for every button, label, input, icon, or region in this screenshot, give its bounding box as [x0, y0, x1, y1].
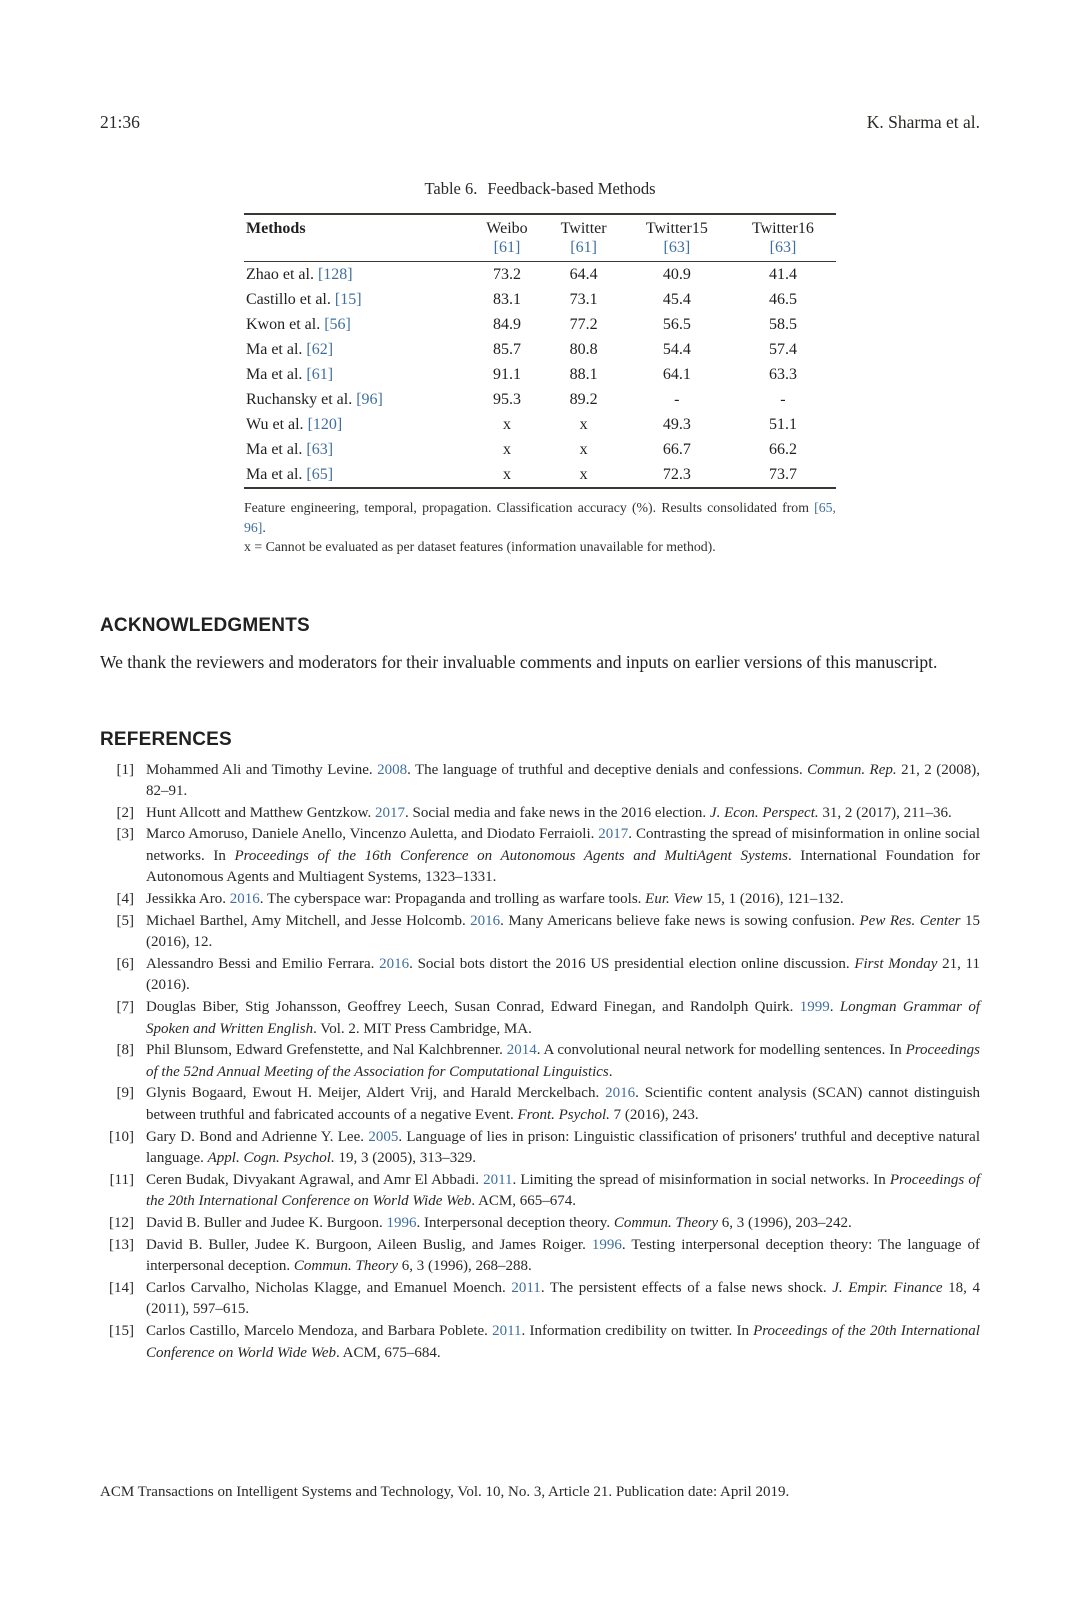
text-run: . A convolutional neural network for modelling sentences. In — [536, 1042, 906, 1059]
method-cell: Ma et al. [63] — [246, 440, 334, 458]
venue-italic: Proceedings of the 16th Conference on Autonomous Agents and MultiAgent Systems — [234, 847, 788, 864]
reference-text — [146, 1170, 980, 1213]
text-run: . Limiting the spread of misinformation in social networks. In — [512, 1171, 890, 1188]
text-run: David B. Buller and Judee K. Burgoon. — [146, 1214, 387, 1231]
value-cell: 91.1 — [492, 365, 521, 383]
reference-text — [146, 824, 980, 889]
year-link[interactable]: 1999 — [799, 999, 830, 1016]
venue-italic: Commun. Rep. — [807, 761, 897, 778]
table-row — [244, 462, 836, 488]
reference-item — [100, 1213, 980, 1235]
text-run: . — [829, 999, 840, 1016]
reference-number: [1] — [116, 761, 134, 778]
text-run: . Social bots distort the 2016 US presidential election online discussion. — [409, 955, 855, 972]
acknowledgments-heading: ACKNOWLEDGMENTS — [100, 614, 310, 636]
text-run: Gary D. Bond and Adrienne Y. Lee. — [146, 1128, 369, 1145]
column-citation-link[interactable]: [63] — [769, 239, 797, 256]
acknowledgments-body: We thank the reviewers and moderators for their invaluable comments and inputs on earlier versions of this manuscript. — [100, 651, 938, 672]
citation-link[interactable]: [65, 96] — [244, 500, 836, 535]
value-cell: 66.2 — [768, 440, 797, 458]
reference-item — [100, 997, 980, 1040]
text-run: 21, 2 (2008), 82–91. — [146, 761, 981, 800]
page-number: 21:36 — [100, 112, 140, 132]
method-citation-link[interactable]: [15] — [334, 290, 362, 308]
value-cell: 85.7 — [492, 340, 521, 358]
text-run: . ACM, 675–684. — [335, 1344, 441, 1361]
references-heading: REFERENCES — [100, 728, 232, 750]
value-cell: 54.4 — [662, 340, 691, 358]
column-name: Twitter15 — [645, 220, 708, 237]
year-link[interactable]: 2017 — [374, 804, 405, 821]
value-cell: - — [780, 390, 786, 408]
reference-number: [3] — [116, 826, 134, 843]
text-run: Feature engineering, temporal, propagation. Classification accuracy (%). Results consolidated from — [244, 500, 815, 515]
text-run: . The persistent effects of a false news shock. — [540, 1279, 833, 1296]
text-run: . Vol. 2. MIT Press Cambridge, MA. — [313, 1020, 532, 1037]
value-cell: - — [674, 390, 680, 408]
reference-text — [146, 954, 980, 997]
reference-item — [100, 1170, 980, 1213]
value-cell: 80.8 — [569, 340, 598, 358]
table-row — [244, 287, 836, 312]
year-link[interactable]: 2016 — [379, 955, 410, 972]
table-header-row — [244, 214, 836, 262]
reference-item — [100, 803, 980, 825]
text-run: Marco Amoruso, Daniele Anello, Vincenzo Auletta, and Diodato Ferraioli. — [146, 826, 599, 843]
value-cell: 64.4 — [569, 265, 598, 283]
text-run: 31, 2 (2017), 211–36. — [818, 804, 952, 821]
year-link[interactable]: 2017 — [598, 826, 629, 843]
reference-text — [146, 1127, 980, 1170]
text-run: Michael Barthel, Amy Mitchell, and Jesse Holcomb. — [146, 912, 471, 929]
text-run: 6, 3 (1996), 268–288. — [398, 1258, 532, 1275]
value-cell: 73.7 — [768, 465, 797, 483]
reference-text — [146, 803, 980, 825]
table-row — [244, 312, 836, 337]
method-citation-link[interactable]: [63] — [306, 440, 334, 458]
year-link[interactable]: 2011 — [511, 1279, 541, 1296]
table-row — [244, 362, 836, 387]
reference-number: [12] — [109, 1214, 134, 1231]
value-cell: 72.3 — [662, 465, 691, 483]
venue-italic: Proceedings of the 20th International Conference on World Wide Web — [146, 1171, 981, 1210]
venue-italic: Commun. Theory — [613, 1214, 718, 1231]
table-row — [244, 262, 836, 288]
venue-italic: Eur. View — [645, 891, 703, 908]
venue-italic: Pew Res. Center — [859, 912, 961, 929]
value-cell: 66.7 — [662, 440, 691, 458]
text-run: . Information credibility on twitter. In — [521, 1322, 754, 1339]
reference-text — [146, 911, 980, 954]
text-run: Phil Blunsom, Edward Grefenstette, and Nal Kalchbrenner. — [146, 1042, 507, 1059]
column-header-methods — [244, 214, 470, 262]
text-run: Carlos Carvalho, Nicholas Klagge, and Emanuel Moench. — [146, 1279, 512, 1296]
reference-text — [146, 1321, 980, 1364]
value-cell: 45.4 — [662, 290, 691, 308]
value-cell: 88.1 — [569, 365, 598, 383]
reference-item — [100, 760, 980, 803]
running-author: K. Sharma et al. — [866, 112, 980, 132]
value-cell: x — [502, 465, 511, 483]
column-name: Twitter16 — [751, 220, 814, 237]
method-cell: Castillo et al. [15] — [246, 290, 362, 308]
method-citation-link[interactable]: [96] — [356, 390, 383, 408]
text-run: Douglas Biber, Stig Johansson, Geoffrey Leech, Susan Conrad, Edward Finegan, and Randolph Quirk. — [146, 999, 800, 1016]
method-cell: Ma et al. [62] — [246, 340, 334, 358]
value-cell: 41.4 — [768, 265, 797, 283]
text-run: Hunt Allcott and Matthew Gentzkow. — [146, 804, 375, 821]
reference-item — [100, 889, 980, 911]
text-run: . International Foundation for Autonomous Agents and Multiagent Systems, 1323–1331. — [146, 847, 980, 886]
venue-italic: J. Econ. Perspect. — [709, 804, 819, 821]
value-cell: 40.9 — [662, 265, 691, 283]
venue-italic: Proceedings of the 20th International Conference on World Wide Web — [146, 1322, 980, 1361]
table-row — [244, 412, 836, 437]
venue-italic: Longman Grammar of Spoken and Written English — [146, 999, 980, 1037]
text-run: . Social media and fake news in the 2016 election. — [404, 804, 710, 821]
table-caption — [100, 179, 980, 199]
text-run: Glynis Bogaard, Ewout H. Meijer, Aldert Vrij, and Harald Merckelbach. — [146, 1085, 606, 1102]
reference-text — [146, 760, 980, 803]
reference-number: [13] — [109, 1236, 134, 1253]
value-cell: 64.1 — [662, 365, 691, 383]
reference-item — [100, 1235, 980, 1278]
text-run: . The cyberspace war: Propaganda and trolling as warfare tools. — [259, 891, 646, 908]
reference-text — [146, 1213, 980, 1235]
value-cell: 51.1 — [768, 415, 797, 433]
table-caption-label: Table 6. — [424, 179, 478, 198]
table-caption-title: Feedback-based Methods — [487, 179, 656, 198]
method-citation-link[interactable]: [61] — [306, 365, 334, 383]
text-run: Jessikka Aro. — [146, 891, 230, 908]
value-cell: 63.3 — [768, 365, 797, 383]
year-link[interactable]: 1996 — [591, 1236, 622, 1253]
text-run: . — [262, 519, 266, 535]
text-run: Mohammed Ali and Timothy Levine. — [146, 761, 378, 778]
venue-italic: Front. Psychol. — [517, 1107, 610, 1123]
method-citation-link[interactable]: [128] — [317, 265, 353, 283]
column-header-twitter — [543, 214, 623, 262]
column-name: Twitter — [560, 220, 607, 237]
reference-text — [146, 1278, 980, 1321]
year-link[interactable]: 2016 — [229, 891, 260, 908]
value-cell: 73.2 — [492, 265, 521, 283]
venue-italic: First Monday — [854, 955, 938, 972]
reference-number: [10] — [109, 1128, 134, 1145]
value-cell: x — [579, 415, 588, 433]
text-run: 18, 4 (2011), 597–615. — [146, 1279, 981, 1318]
value-cell: 89.2 — [569, 390, 598, 408]
column-name: Weibo — [486, 220, 528, 237]
year-link[interactable]: 2014 — [506, 1042, 537, 1059]
text-run: . The language of truthful and deceptive denials and confessions. — [407, 761, 808, 778]
reference-item — [100, 1040, 980, 1083]
year-link[interactable]: 2016 — [470, 912, 501, 929]
column-header-twitter15 — [624, 214, 730, 262]
text-run: . Contrasting the spread of misinformation in online social networks. In — [146, 826, 980, 864]
table-notes — [244, 498, 836, 557]
method-citation-link[interactable]: [65] — [306, 465, 334, 483]
year-link[interactable]: 2008 — [377, 761, 408, 778]
method-citation-link[interactable]: [62] — [306, 340, 334, 358]
reference-text — [146, 1083, 980, 1126]
text-run: David B. Buller, Judee K. Burgoon, Aileen Buslig, and James Roiger. — [146, 1236, 592, 1253]
methods-table — [244, 213, 836, 489]
text-run: . ACM, 665–674. — [471, 1193, 576, 1210]
page-footer: ACM Transactions on Intelligent Systems and Technology, Vol. 10, No. 3, Article 21. Publication date: April 2019. — [100, 1484, 790, 1500]
text-run: 15, 1 (2016), 121–132. — [702, 891, 844, 908]
value-cell: 77.2 — [569, 315, 598, 333]
table-row — [244, 437, 836, 462]
method-citation-link[interactable]: [120] — [307, 415, 343, 433]
reference-text — [146, 1040, 980, 1083]
value-cell: x — [579, 440, 588, 458]
text-run: Ceren Budak, Divyakant Agrawal, and Amr El Abbadi. — [146, 1171, 484, 1188]
reference-number: [11] — [109, 1171, 134, 1188]
reference-item — [100, 1083, 980, 1126]
reference-item — [100, 1127, 980, 1170]
year-link[interactable]: 1996 — [386, 1214, 417, 1231]
text-run: . Language of lies in prison: Linguistic classification of prisoners' truthful and deceptive natural language. — [146, 1128, 980, 1167]
reference-text — [146, 997, 980, 1040]
text-run: 21, 11 (2016). — [146, 955, 980, 994]
table-row — [244, 387, 836, 412]
text-run: 6, 3 (1996), 203–242. — [718, 1214, 852, 1231]
value-cell: 73.1 — [569, 290, 598, 308]
year-link[interactable]: 2011 — [483, 1171, 513, 1188]
year-link[interactable]: 2016 — [605, 1085, 636, 1102]
table-row — [244, 337, 836, 362]
reference-item — [100, 1321, 980, 1364]
reference-text — [146, 889, 980, 911]
column-header-weibo — [470, 214, 543, 262]
value-cell: 57.4 — [768, 340, 797, 358]
reference-number: [8] — [116, 1042, 134, 1059]
reference-text — [146, 1235, 980, 1278]
reference-item — [100, 824, 980, 889]
reference-number: [6] — [116, 955, 134, 972]
column-citation-link[interactable]: [63] — [663, 239, 691, 256]
text-run: . Scientific content analysis (SCAN) cannot distinguish between truthful and fabricated accounts of a negative Event. — [146, 1085, 980, 1123]
method-cell: Ma et al. [65] — [246, 465, 334, 483]
reference-number: [9] — [116, 1085, 134, 1102]
method-cell: Wu et al. [120] — [246, 415, 343, 433]
reference-item — [100, 1278, 980, 1321]
reference-number: [14] — [109, 1279, 134, 1296]
text-run: Carlos Castillo, Marcelo Mendoza, and Barbara Poblete. — [146, 1322, 493, 1339]
table-body — [244, 262, 836, 489]
text-run: . Many Americans believe fake news is sowing confusion. — [500, 912, 860, 929]
value-cell: 83.1 — [492, 290, 521, 308]
text-run: Alessandro Bessi and Emilio Ferrara. — [146, 955, 380, 972]
venue-italic: Commun. Theory — [293, 1258, 399, 1275]
value-cell: 95.3 — [492, 390, 521, 408]
page-header — [100, 112, 980, 133]
method-cell: Kwon et al. [56] — [246, 315, 351, 333]
column-citation-link[interactable]: [61] — [493, 239, 521, 256]
method-citation-link[interactable]: [56] — [324, 315, 351, 333]
column-name: Methods — [246, 220, 306, 237]
value-cell: x — [502, 440, 511, 458]
value-cell: 49.3 — [662, 415, 691, 433]
references-list — [100, 760, 980, 1365]
column-citation-link[interactable]: [61] — [570, 239, 597, 256]
value-cell: 46.5 — [768, 290, 797, 308]
reference-number: [7] — [116, 999, 134, 1016]
reference-number: [15] — [109, 1322, 134, 1339]
text-run: x = Cannot be evaluated as per dataset features (information unavailable for method). — [244, 539, 716, 554]
text-run: 15 (2016), 12. — [146, 912, 981, 951]
text-run: 7 (2016), 243. — [609, 1107, 699, 1123]
reference-item — [100, 911, 980, 954]
table-note — [244, 498, 836, 537]
year-link[interactable]: 2005 — [368, 1128, 399, 1145]
table-note — [244, 537, 836, 557]
reference-number: [4] — [116, 891, 134, 908]
column-header-twitter16 — [730, 214, 836, 262]
value-cell: 84.9 — [492, 315, 521, 333]
text-run: . — [608, 1063, 613, 1080]
method-cell: Zhao et al. [128] — [246, 265, 353, 283]
value-cell: x — [579, 465, 588, 483]
text-run: 19, 3 (2005), 313–329. — [334, 1150, 476, 1167]
reference-number: [5] — [116, 912, 134, 929]
text-run: . Testing interpersonal deception theory: The language of interpersonal deception. — [146, 1236, 980, 1275]
venue-italic: Proceedings of the 52nd Annual Meeting of the Association for Computational Linguistics — [146, 1042, 980, 1080]
year-link[interactable]: 2011 — [492, 1322, 522, 1339]
reference-number: [2] — [116, 804, 134, 821]
venue-italic: Appl. Cogn. Psychol. — [207, 1150, 335, 1167]
value-cell: 58.5 — [768, 315, 797, 333]
venue-italic: J. Empir. Finance — [832, 1279, 943, 1296]
method-cell: Ruchansky et al. [96] — [246, 390, 383, 408]
text-run: . Interpersonal deception theory. — [416, 1214, 614, 1231]
value-cell: 56.5 — [662, 315, 691, 333]
reference-item — [100, 954, 980, 997]
method-cell: Ma et al. [61] — [246, 365, 334, 383]
value-cell: x — [502, 415, 511, 433]
